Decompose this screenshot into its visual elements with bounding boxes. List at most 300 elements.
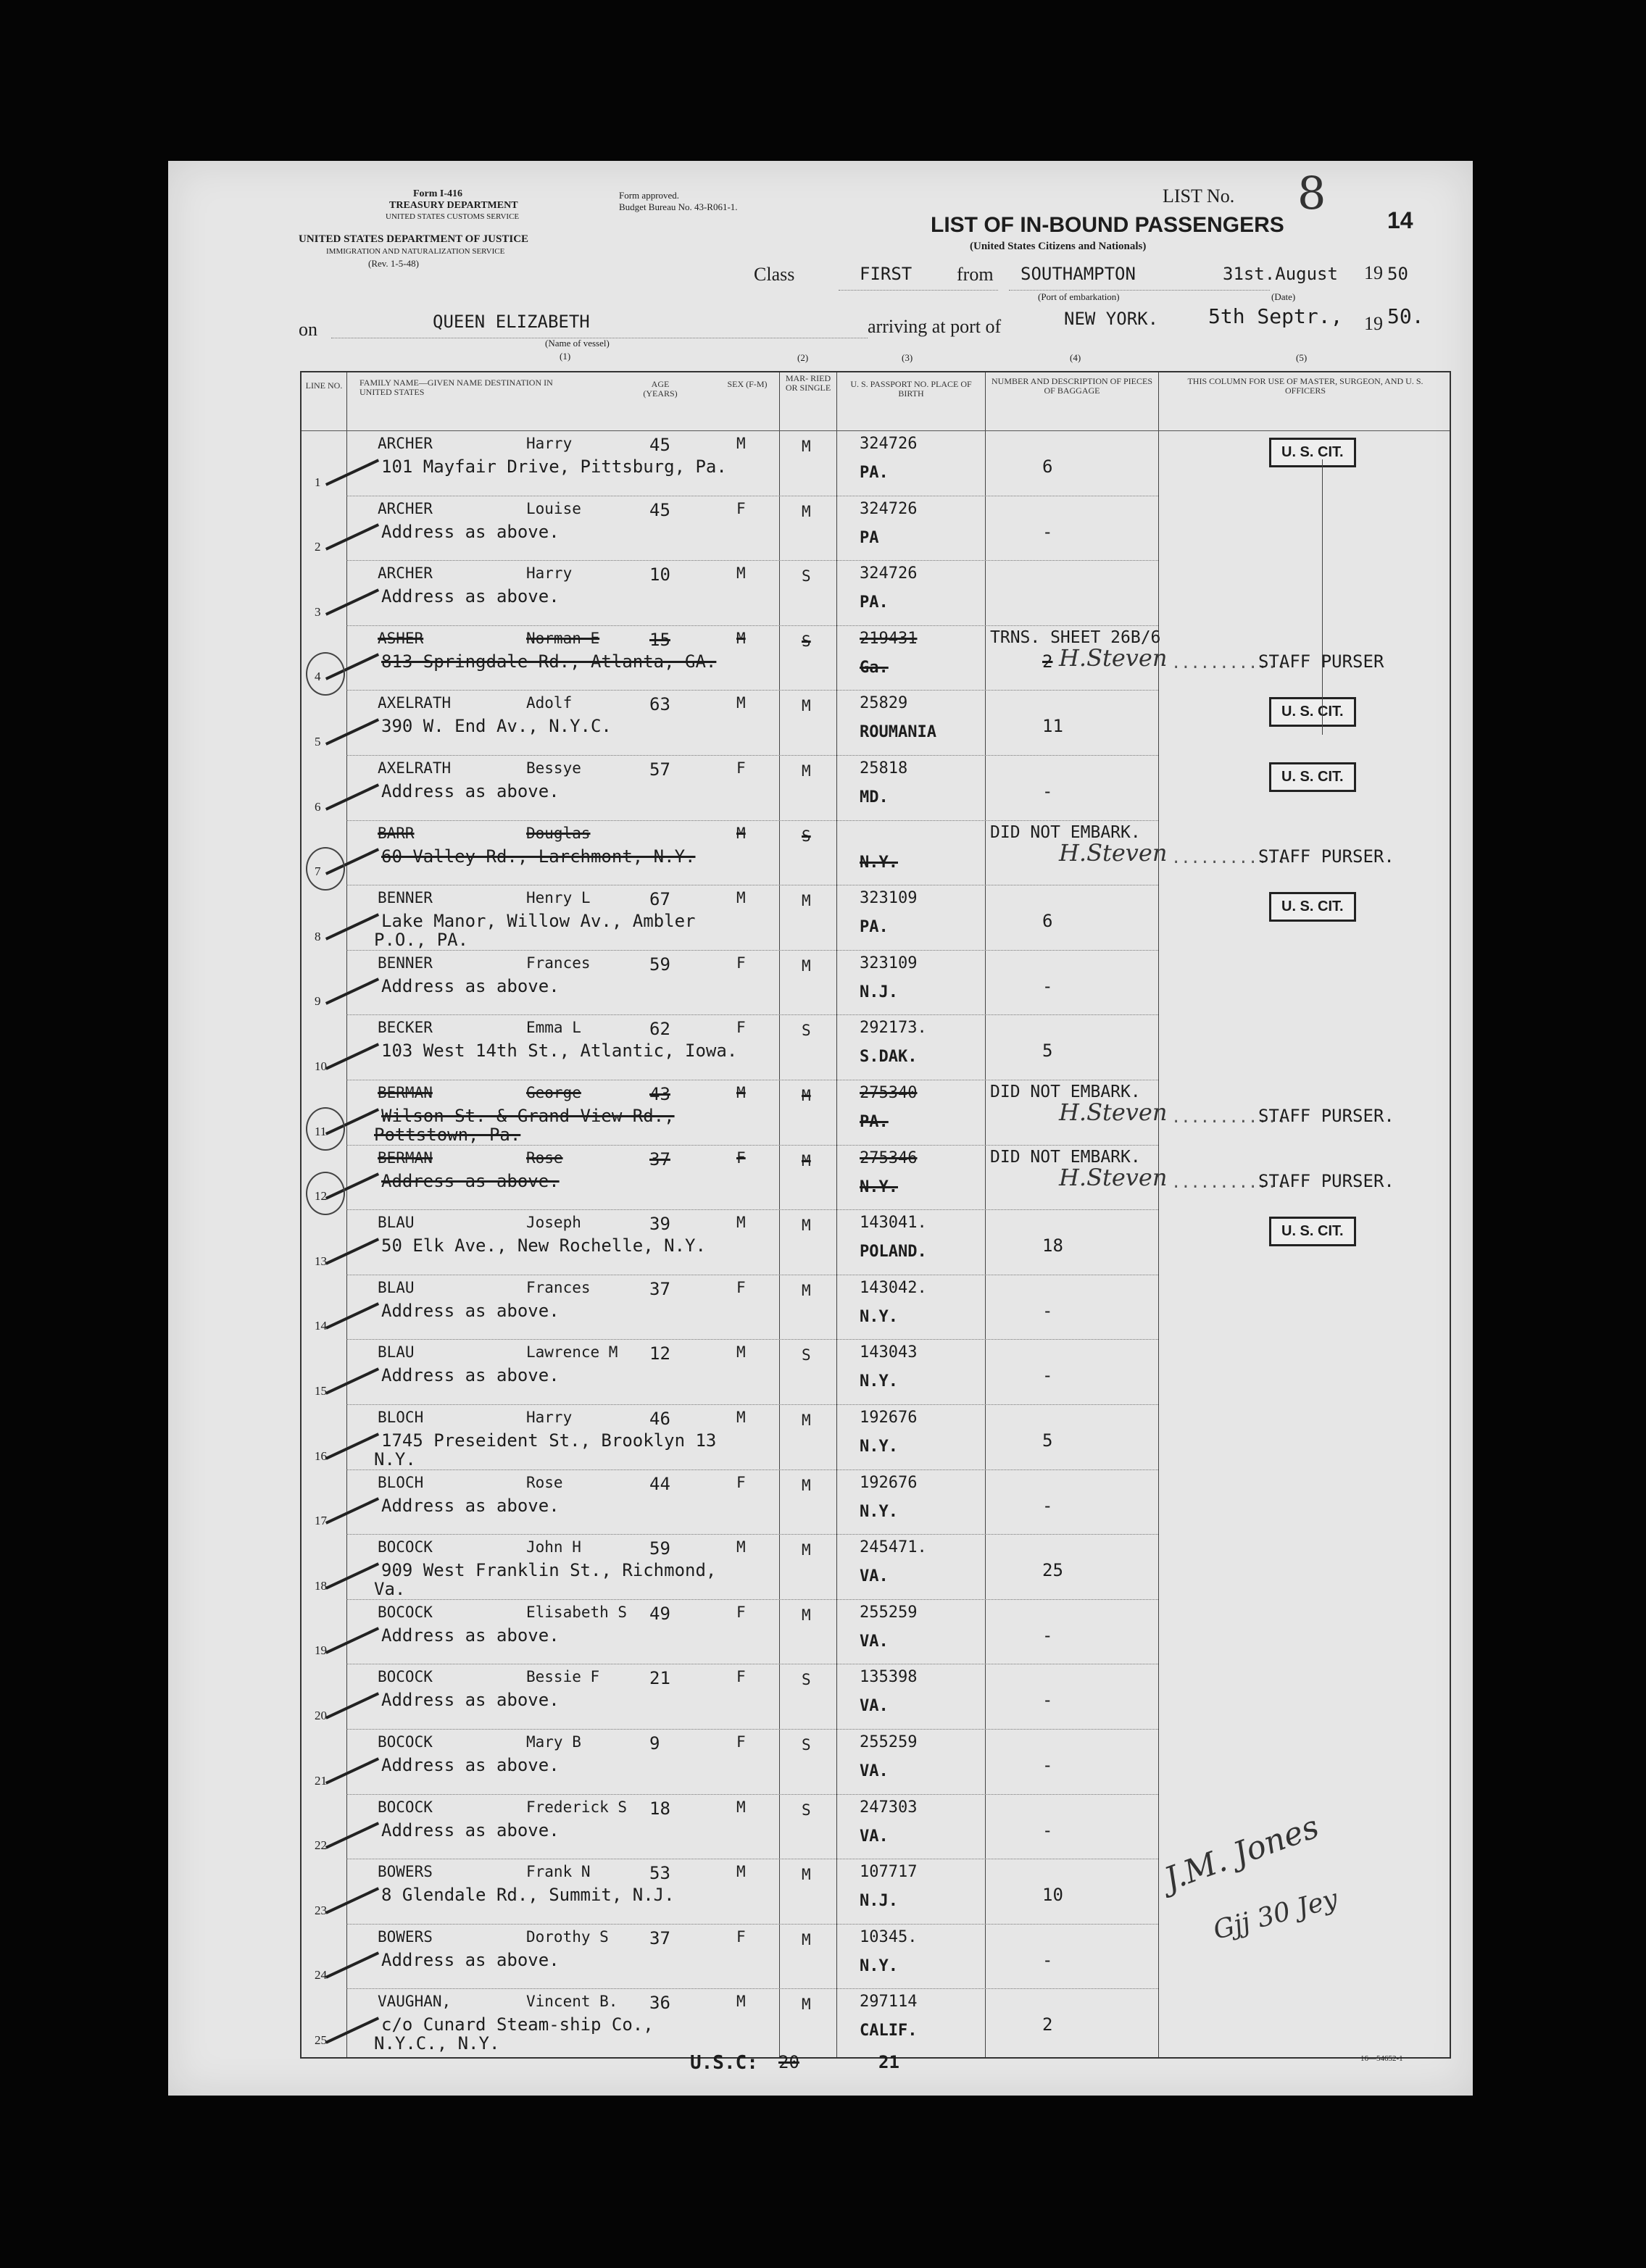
family-name: BENNER xyxy=(378,954,433,972)
embark-note: DID NOT EMBARK. xyxy=(990,822,1141,842)
baggage-count: - xyxy=(1042,1300,1053,1321)
place-of-birth: N.J. xyxy=(860,983,898,1001)
line-number: 9 xyxy=(315,994,321,1009)
check-mark xyxy=(325,588,379,615)
marital-status: M xyxy=(802,1606,811,1624)
passport-number: 324726 xyxy=(860,564,918,583)
marital-status: M xyxy=(802,1217,811,1235)
embark-caption: (Port of embarkation) xyxy=(1038,291,1120,302)
sex: F xyxy=(736,954,746,972)
port-of-embarkation: SOUTHAMPTON xyxy=(1021,264,1136,284)
marital-status: M xyxy=(802,1541,811,1559)
age: 43 xyxy=(649,1084,670,1104)
sex: M xyxy=(736,1084,746,1101)
form-approved: Form approved. xyxy=(619,190,680,201)
check-mark xyxy=(325,1822,379,1848)
col-header-baggage: NUMBER AND DESCRIPTION OF PIECES OF BAGGAGE xyxy=(991,376,1153,396)
given-name: Harry xyxy=(526,435,573,452)
line-number: 7 xyxy=(315,864,321,879)
given-name: Bessye xyxy=(526,759,581,777)
given-name: Bessie F xyxy=(526,1668,600,1686)
year-prefix: 19 xyxy=(1364,262,1383,283)
destination-address: 813 Springdale Rd., Atlanta, GA. xyxy=(381,651,717,672)
marital-status: M xyxy=(802,1476,811,1494)
circled-line-number xyxy=(306,1172,345,1215)
year-suffix: 50 xyxy=(1387,264,1408,284)
check-mark xyxy=(325,459,379,485)
marital-status: S xyxy=(802,1736,811,1754)
given-name: Vincent B. xyxy=(526,1993,618,2011)
destination-address: 60 Valley Rd., Larchmont, N.Y. xyxy=(381,846,696,867)
sex: F xyxy=(736,1668,746,1686)
given-name: Mary B xyxy=(526,1733,581,1751)
justice-dept: UNITED STATES DEPARTMENT OF JUSTICE xyxy=(299,233,529,245)
line-number: 14 xyxy=(315,1319,327,1333)
age: 62 xyxy=(649,1019,670,1040)
family-name: BARR xyxy=(378,824,415,842)
dotted-leader: ............ xyxy=(1171,849,1287,867)
sex: F xyxy=(736,1278,746,1296)
officer-signature: J.M. Jones xyxy=(1159,1808,1324,1898)
family-name: BOWERS xyxy=(378,1863,433,1881)
marital-status: M xyxy=(802,1996,811,2014)
departure-date: 31st.August xyxy=(1223,264,1338,284)
age: 59 xyxy=(649,1538,670,1559)
arriving-label: arriving at port of xyxy=(868,316,1002,337)
age: 36 xyxy=(649,1993,670,2014)
sex: M xyxy=(736,1409,746,1426)
given-name: Lawrence M xyxy=(526,1343,618,1362)
destination-address-line2: N.Y. xyxy=(374,1449,416,1469)
given-name: Frederick S xyxy=(526,1798,628,1816)
check-mark xyxy=(325,1303,379,1330)
check-mark xyxy=(325,913,379,940)
age: 15 xyxy=(649,629,670,650)
col-header-line: LINE NO. xyxy=(305,380,343,391)
destination-address-line2: Va. xyxy=(374,1579,406,1600)
line-number: 25 xyxy=(315,2033,327,2047)
vessel-caption: (Name of vessel) xyxy=(545,338,610,349)
age: 46 xyxy=(649,1409,670,1429)
baggage-count: 6 xyxy=(1042,911,1053,932)
age: 12 xyxy=(649,1343,670,1364)
destination-address: Address as above. xyxy=(381,1300,560,1321)
marital-status: S xyxy=(802,632,811,650)
purser-signature: H.Steven xyxy=(1059,838,1168,867)
passport-number: 324726 xyxy=(860,435,918,453)
marital-status: M xyxy=(802,956,811,975)
line-number: 4 xyxy=(315,670,321,684)
marital-status: M xyxy=(802,438,811,455)
col-header-age: AGE (YEARS) xyxy=(643,379,678,399)
destination-address: Address as above. xyxy=(381,1755,560,1775)
line-number: 20 xyxy=(315,1709,327,1722)
check-mark xyxy=(325,718,379,745)
passport-number: 245471. xyxy=(860,1538,927,1557)
sex: F xyxy=(736,499,746,517)
age: 37 xyxy=(649,1278,670,1299)
place-of-birth: PA. xyxy=(860,1113,889,1131)
destination-address: 1745 Preseident St., Brooklyn 13 xyxy=(381,1430,717,1451)
given-name: Louise xyxy=(526,499,581,517)
line-number: 21 xyxy=(315,1773,327,1788)
family-name: BOCOCK xyxy=(378,1603,433,1621)
place-of-birth: MD. xyxy=(860,788,889,806)
destination-address: Address as above. xyxy=(381,521,560,542)
passport-number: 275346 xyxy=(860,1148,918,1167)
marital-status: M xyxy=(802,697,811,715)
marital-status: M xyxy=(802,1281,811,1299)
given-name: Harry xyxy=(526,564,573,583)
family-name: VAUGHAN, xyxy=(378,1993,452,2011)
check-mark xyxy=(325,1692,379,1719)
page-title: LIST OF IN-BOUND PASSENGERS xyxy=(931,213,1284,237)
family-name: BOCOCK xyxy=(378,1668,433,1686)
us-citizen-stamp: U. S. CIT. xyxy=(1269,892,1356,922)
passenger-table xyxy=(300,371,1451,2059)
sex: M xyxy=(736,435,746,452)
place-of-birth: POLAND. xyxy=(860,1243,927,1262)
given-name: Emma L xyxy=(526,1019,581,1037)
age: 59 xyxy=(649,954,670,975)
place-of-birth: VA. xyxy=(860,1697,889,1716)
line-number: 16 xyxy=(315,1448,327,1463)
embark-note: TRNS. SHEET 26B/6 xyxy=(990,628,1161,647)
marital-status: M xyxy=(802,892,811,910)
sex: M xyxy=(736,1214,746,1232)
arrival-year-suffix: 50. xyxy=(1387,304,1424,328)
staff-purser-note: STAFF PURSER. xyxy=(1258,1170,1394,1191)
age: 53 xyxy=(649,1863,670,1884)
age: 39 xyxy=(649,1214,670,1235)
line-number: 19 xyxy=(315,1643,327,1658)
us-citizen-stamp: U. S. CIT. xyxy=(1269,1217,1356,1246)
check-mark xyxy=(325,1562,379,1589)
col-header-name: FAMILY NAME—GIVEN NAME DESTINATION IN UNITED STATES xyxy=(359,378,553,397)
line-number: 15 xyxy=(315,1384,327,1398)
destination-address: Address as above. xyxy=(381,975,560,996)
destination-address: Lake Manor, Willow Av., Ambler xyxy=(381,911,696,932)
embark-note: DID NOT EMBARK. xyxy=(990,1147,1141,1167)
treasury-dept: TREASURY DEPARTMENT xyxy=(389,200,518,211)
place-of-birth: N.Y. xyxy=(860,1177,898,1196)
destination-address: Address as above. xyxy=(381,1690,560,1711)
family-name: ASHER xyxy=(378,629,424,647)
passport-number: 25829 xyxy=(860,694,908,713)
staff-purser-note: STAFF PURSER. xyxy=(1258,1106,1394,1126)
baggage-count: - xyxy=(1042,1949,1053,1970)
passport-number: 275340 xyxy=(860,1084,918,1102)
check-mark xyxy=(325,1043,379,1070)
baggage-count: 6 xyxy=(1042,456,1053,477)
age: 44 xyxy=(649,1473,670,1494)
vessel-name: QUEEN ELIZABETH xyxy=(433,312,590,332)
budget-bureau: Budget Bureau No. 43-R061-1. xyxy=(619,201,738,212)
place-of-birth: VA. xyxy=(860,1762,889,1780)
marital-status: S xyxy=(802,1346,811,1364)
baggage-count: - xyxy=(1042,1755,1053,1775)
dotted-leader: ............ xyxy=(1171,1173,1287,1192)
age: 45 xyxy=(649,435,670,455)
line-number: 10 xyxy=(315,1059,327,1073)
given-name: Frances xyxy=(526,954,591,972)
from-label: from xyxy=(957,264,994,285)
place-of-birth: N.Y. xyxy=(860,1502,898,1521)
family-name: BLAU xyxy=(378,1278,415,1296)
destination-address: 50 Elk Ave., New Rochelle, N.Y. xyxy=(381,1235,706,1256)
sex: M xyxy=(736,824,746,842)
family-name: BERMAN xyxy=(378,1148,433,1167)
line-number: 3 xyxy=(315,604,321,619)
marital-status: M xyxy=(802,502,811,520)
passport-number: 323109 xyxy=(860,889,918,908)
given-name: Rose xyxy=(526,1148,563,1167)
family-name: AXELRATH xyxy=(378,759,452,777)
purser-signature: H.Steven xyxy=(1059,1098,1168,1126)
passport-number: 192676 xyxy=(860,1409,918,1427)
list-no-label: LIST No. xyxy=(1163,185,1235,207)
given-name: Douglas xyxy=(526,824,591,842)
baggage-count: 5 xyxy=(1042,1041,1053,1062)
given-name: Henry L xyxy=(526,889,591,907)
place-of-birth: ROUMANIA xyxy=(860,723,936,742)
purser-signature: H.Steven xyxy=(1059,643,1168,672)
place-of-birth: N.Y. xyxy=(860,1307,898,1326)
destination-address: 103 West 14th St., Atlantic, Iowa. xyxy=(381,1041,738,1062)
place-of-birth: N.J. xyxy=(860,1892,898,1911)
given-name: George xyxy=(526,1084,581,1101)
destination-address: 909 West Franklin St., Richmond, xyxy=(381,1560,717,1581)
passport-number: 255259 xyxy=(860,1603,918,1622)
age: 9 xyxy=(649,1733,660,1754)
passport-number: 324726 xyxy=(860,499,918,518)
purser-signature: H.Steven xyxy=(1059,1163,1168,1191)
dotted-leader: ............ xyxy=(1171,654,1287,672)
arrival-year-prefix: 19 xyxy=(1364,313,1383,334)
marital-status: M xyxy=(802,1930,811,1948)
family-name: BLOCH xyxy=(378,1473,424,1491)
baggage-count: 11 xyxy=(1042,716,1063,737)
family-name: BLOCH xyxy=(378,1409,424,1426)
marital-status: S xyxy=(802,1801,811,1819)
line-number: 1 xyxy=(315,475,321,489)
staff-purser-note: STAFF PURSER xyxy=(1258,651,1384,672)
age: 57 xyxy=(649,759,670,780)
staff-purser-note: STAFF PURSER. xyxy=(1258,846,1394,867)
on-label: on xyxy=(299,319,317,340)
age: 21 xyxy=(649,1668,670,1689)
passport-number: 143041. xyxy=(860,1214,927,1233)
line-number: 22 xyxy=(315,1838,327,1853)
family-name: BOCOCK xyxy=(378,1733,433,1751)
baggage-count: 10 xyxy=(1042,1885,1063,1906)
place-of-birth: CALIF. xyxy=(860,2022,918,2040)
sex: M xyxy=(736,1863,746,1881)
check-mark xyxy=(325,1497,379,1524)
place-of-birth: VA. xyxy=(860,1632,889,1651)
given-name: Harry xyxy=(526,1409,573,1426)
given-name: Adolf xyxy=(526,694,573,712)
age: 10 xyxy=(649,564,670,585)
marital-status: S xyxy=(802,567,811,585)
baggage-count: - xyxy=(1042,1690,1053,1711)
family-name: BLAU xyxy=(378,1214,415,1232)
sex: F xyxy=(736,1473,746,1491)
age: 49 xyxy=(649,1603,670,1624)
destination-address: Address as above. xyxy=(381,586,560,607)
check-mark xyxy=(325,2017,379,2043)
check-mark xyxy=(325,1238,379,1264)
marital-status: M xyxy=(802,1866,811,1884)
line-number: 11 xyxy=(315,1124,327,1138)
us-citizen-stamp: U. S. CIT. xyxy=(1269,762,1356,792)
manifest-page xyxy=(168,161,1473,2096)
check-mark xyxy=(325,1952,379,1979)
arrival-port: NEW YORK. xyxy=(1064,309,1159,329)
arrival-date: 5th Septr., xyxy=(1208,304,1343,328)
line-number: 8 xyxy=(315,929,321,943)
check-mark xyxy=(325,1887,379,1914)
given-name: Rose xyxy=(526,1473,563,1491)
passport-number: 219431 xyxy=(860,629,918,648)
place-of-birth: N.Y. xyxy=(860,1956,898,1975)
destination-address: Address as above. xyxy=(381,1365,560,1386)
marital-status: S xyxy=(802,1671,811,1689)
sex: M xyxy=(736,629,746,647)
destination-address-line2: N.Y.C., N.Y. xyxy=(374,2033,500,2054)
destination-address: 8 Glendale Rd., Summit, N.J. xyxy=(381,1885,675,1906)
age: 45 xyxy=(649,499,670,520)
sex: M xyxy=(736,1343,746,1362)
given-name: Frank N xyxy=(526,1863,591,1881)
baggage-count: 2 xyxy=(1042,2014,1053,2035)
line-number: 17 xyxy=(315,1514,327,1528)
circled-line-number xyxy=(306,847,345,891)
customs-service: UNITED STATES CUSTOMS SERVICE xyxy=(386,212,520,221)
col-header-officers: THIS COLUMN FOR USE OF MASTER, SURGEON, AND U. S. OFFICERS xyxy=(1187,376,1423,396)
embark-note: DID NOT EMBARK. xyxy=(990,1083,1141,1101)
given-name: Elisabeth S xyxy=(526,1603,628,1621)
given-name: Norman E xyxy=(526,629,600,647)
destination-address: Address as above. xyxy=(381,1170,560,1191)
destination-address: Address as above. xyxy=(381,1495,560,1516)
check-mark xyxy=(325,1757,379,1784)
place-of-birth: N.Y. xyxy=(860,1438,898,1456)
family-name: ARCHER xyxy=(378,499,433,517)
age: 37 xyxy=(649,1148,670,1170)
destination-address: c/o Cunard Steam-ship Co., xyxy=(381,2014,654,2035)
form-revision: (Rev. 1-5-48) xyxy=(368,258,419,269)
col-header-married: MAR- RIED OR SINGLE xyxy=(785,373,831,393)
destination-address: Address as above. xyxy=(381,1819,560,1840)
sex: F xyxy=(736,1603,746,1621)
sex: F xyxy=(736,759,746,777)
given-name: Joseph xyxy=(526,1214,581,1232)
given-name: Dorothy S xyxy=(526,1927,609,1946)
check-mark xyxy=(325,978,379,1005)
family-name: BECKER xyxy=(378,1019,433,1037)
list-no-handwritten: 8 xyxy=(1297,167,1326,220)
baggage-count: - xyxy=(1042,521,1053,542)
line-number: 23 xyxy=(315,1903,327,1917)
destination-address-line2: Pottstown, Pa. xyxy=(374,1125,521,1145)
date-caption: (Date) xyxy=(1271,291,1296,302)
family-name: ARCHER xyxy=(378,435,433,452)
class-value: FIRST xyxy=(860,264,913,284)
circled-line-number xyxy=(306,1107,345,1151)
passport-number: 247303 xyxy=(860,1798,918,1817)
baggage-count: 25 xyxy=(1042,1560,1063,1581)
passport-number: 143042. xyxy=(860,1278,927,1297)
usc-value: 21 xyxy=(878,2052,899,2072)
line-number: 2 xyxy=(315,540,321,554)
destination-address: 390 W. End Av., N.Y.C. xyxy=(381,716,612,737)
sex: M xyxy=(736,1538,746,1556)
age: 63 xyxy=(649,694,670,715)
destination-address: Address as above. xyxy=(381,1625,560,1646)
marital-status: M xyxy=(802,762,811,780)
baggage-count: 5 xyxy=(1042,1430,1053,1451)
col-header-passport: U. S. PASSPORT NO. PLACE OF BIRTH xyxy=(850,379,972,399)
sheet-number: 14 xyxy=(1387,207,1413,233)
given-name: Frances xyxy=(526,1278,591,1296)
column-3-no: (3) xyxy=(902,352,913,363)
line-number: 24 xyxy=(315,1968,327,1983)
column-4-no: (4) xyxy=(1070,352,1081,363)
ins-service: IMMIGRATION AND NATURALIZATION SERVICE xyxy=(326,247,505,256)
place-of-birth: PA xyxy=(860,528,879,547)
baggage-count: - xyxy=(1042,781,1053,801)
place-of-birth: S.DAK. xyxy=(860,1048,918,1067)
marital-status: M xyxy=(802,1087,811,1104)
baggage-count: - xyxy=(1042,975,1053,996)
sex: M xyxy=(736,889,746,907)
family-name: AXELRATH xyxy=(378,694,452,712)
family-name: BOCOCK xyxy=(378,1798,433,1816)
family-name: BLAU xyxy=(378,1343,415,1362)
family-name: BERMAN xyxy=(378,1084,433,1101)
usc-struck-value: 20 xyxy=(778,2052,799,2072)
sex: F xyxy=(736,1148,746,1167)
family-name: BENNER xyxy=(378,889,433,907)
place-of-birth: N.Y. xyxy=(860,853,898,872)
family-name: BOCOCK xyxy=(378,1538,433,1556)
baggage-count: - xyxy=(1042,1819,1053,1840)
column-5-no: (5) xyxy=(1296,352,1308,363)
passport-number: 323109 xyxy=(860,954,918,972)
age: 18 xyxy=(649,1798,670,1819)
column-2-no: (2) xyxy=(797,352,809,363)
age: 37 xyxy=(649,1927,670,1948)
passport-number: 107717 xyxy=(860,1863,918,1882)
passport-number: 135398 xyxy=(860,1668,918,1687)
sex: F xyxy=(736,1019,746,1037)
destination-address: Address as above. xyxy=(381,781,560,801)
place-of-birth: VA. xyxy=(860,1567,889,1586)
page-subtitle: (United States Citizens and Nationals) xyxy=(970,241,1147,252)
sex: F xyxy=(736,1927,746,1946)
baggage-count: 18 xyxy=(1042,1235,1063,1256)
sex: M xyxy=(736,1798,746,1816)
dotted-leader: ............ xyxy=(1171,1109,1287,1127)
check-mark xyxy=(325,1367,379,1394)
marital-status: S xyxy=(802,827,811,845)
line-number: 12 xyxy=(315,1189,327,1204)
officer-initials: Gjj 30 Jey xyxy=(1210,1883,1342,1946)
place-of-birth: N.Y. xyxy=(860,1372,898,1391)
sex: M xyxy=(736,564,746,583)
place-of-birth: PA. xyxy=(860,464,889,482)
